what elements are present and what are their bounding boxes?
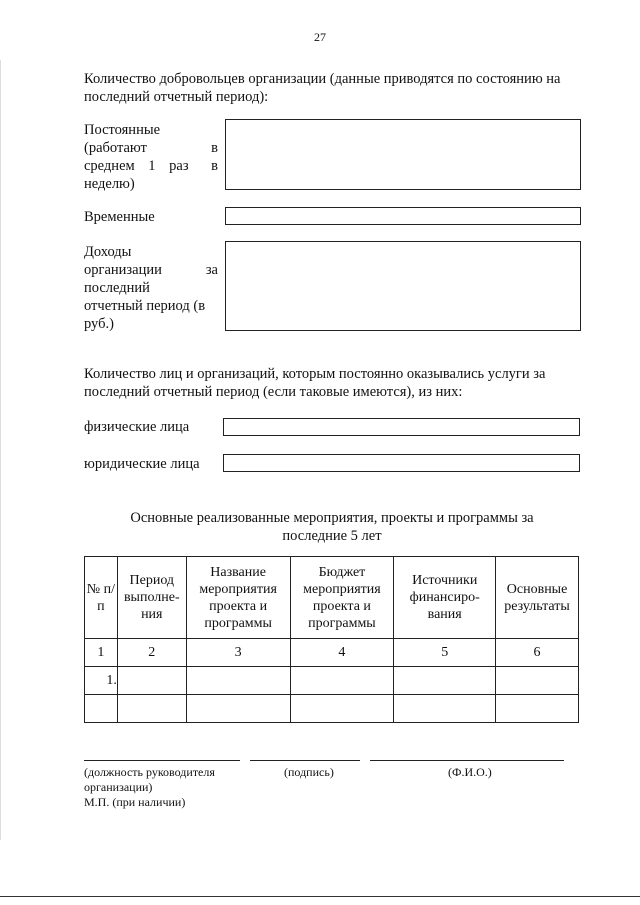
column-number-cell: 5 [394, 639, 496, 667]
header-budget: Бюджет мероприятия проекта и программы [290, 557, 394, 639]
table-cell[interactable] [117, 695, 186, 723]
temporary-input[interactable] [225, 207, 581, 225]
header-sources: Источники финансиро-вания [394, 557, 496, 639]
table-cell[interactable] [394, 667, 496, 695]
position-caption: (должность руководителя организации) [84, 765, 215, 794]
seal-caption: М.П. (при наличии) [84, 795, 186, 809]
signature-caption: (подпись) [284, 765, 334, 779]
signature-line[interactable] [250, 760, 360, 761]
table-cell[interactable] [85, 695, 118, 723]
temporary-label: Временные [84, 209, 155, 225]
name-line[interactable] [370, 760, 564, 761]
individuals-label: физические лица [84, 419, 190, 435]
table-cell[interactable]: 1. [85, 667, 118, 695]
position-line[interactable] [84, 760, 240, 761]
table-header-row [85, 557, 579, 639]
table-row [85, 667, 579, 695]
table-cell[interactable] [496, 667, 579, 695]
table-cell[interactable] [290, 695, 394, 723]
page-number: 27 [314, 30, 326, 44]
page-bottom-edge [0, 896, 640, 897]
name-caption: (Ф.И.О.) [448, 765, 492, 779]
legal-entities-input[interactable] [223, 454, 580, 472]
page-edge-mark [0, 60, 1, 840]
column-number-cell: 3 [186, 639, 290, 667]
header-period: Период выполне-ния [117, 557, 186, 639]
header-name: Название мероприятия проекта и программы [186, 557, 290, 639]
income-label: Доходы организации за последний отчетный период (в руб.) [84, 244, 218, 332]
projects-table [84, 556, 579, 723]
individuals-input[interactable] [223, 418, 580, 436]
column-number-cell: 4 [290, 639, 394, 667]
header-number: № п/п [85, 557, 118, 639]
table-numbering-row [85, 639, 579, 667]
table-cell[interactable] [117, 667, 186, 695]
column-number-cell: 1 [85, 639, 118, 667]
table-cell[interactable] [186, 667, 290, 695]
permanent-label: Постоянные (работают в среднем 1 раз в неделю) [84, 122, 218, 192]
table-cell[interactable] [186, 695, 290, 723]
table-row [85, 695, 579, 723]
table-cell[interactable] [496, 695, 579, 723]
column-number-cell: 6 [496, 639, 579, 667]
permanent-input[interactable] [225, 119, 581, 190]
header-results: Основные результаты [496, 557, 579, 639]
legal-entities-label: юридические лица [84, 456, 200, 472]
volunteers-intro: Количество добровольцев организации (данные приводятся по состоянию на последний отчетный период): [84, 71, 561, 105]
services-intro: Количество лиц и организаций, которым постоянно оказывались услуги за последний отчетный период (если таковые имеются), из них: [84, 366, 546, 400]
income-input[interactable] [225, 241, 581, 331]
column-number-cell: 2 [117, 639, 186, 667]
table-cell[interactable] [394, 695, 496, 723]
table-cell[interactable] [290, 667, 394, 695]
table-title: Основные реализованные мероприятия, проекты и программы за последние 5 лет [130, 510, 534, 544]
